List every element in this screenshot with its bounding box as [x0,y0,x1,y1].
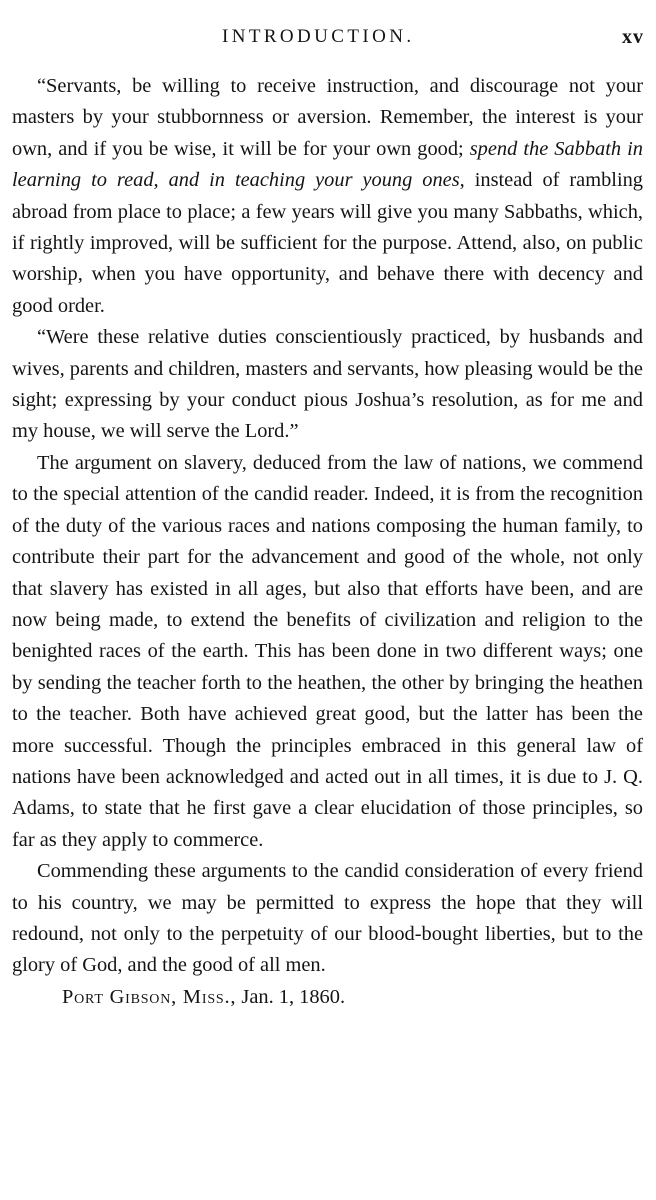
paragraph-commending: Commending these arguments to the candid consideration of every friend to his country, we may be permitted to express the hope that they will redound, not only to the perpetuity of our blood-bought liberties, but to the glory of God, and the good of all men. [12,860,643,977]
body-text [12,71,643,1013]
paragraph-servants-quote-text-1: “Servants, be willing to receive instruction, and discourage not your masters by your stubbornness or aversion. Remember, the interest is your own, and if you be wise, it will be for your own good; [12,75,643,160]
paragraph-servants-quote [12,71,643,322]
paragraph-relative-duties: “Were these relative duties conscientiously practiced, by husbands and wives, parents and children, masters and servants, how pleasing would be the sight; expressing by your conduct pious Joshua’s resolution, as for me and my house, we will serve the Lord.” [12,326,643,443]
running-title: INTRODUCTION. [222,26,415,47]
dateline-date: Jan. 1, 1860. [236,985,346,1008]
dateline [12,982,643,1013]
paragraph-servants-quote-text-2: instead of rambling abroad from place to place; a few years will give you many Sabbaths, which, if rightly improved, will be sufficient for the purpose. Attend, also, on public worship, when you have opportunity, and behave there with decency and good order. [12,169,644,317]
running-head [0,22,656,52]
paragraph-argument-on-slavery: The argument on slavery, deduced from the law of nations, we commend to the special attention of the candid reader. Indeed, it is from the recognition of the duty of the various races and nations composing the human family, to contribute their part for the advancement and good of the whole, not only that slavery has existed in all ages, but also that efforts have been, and are now being made, to extend the benefits of civilization and religion to the benighted races of the earth. This has been done in two different ways; one by sending the teacher forth to the heathen, the other by bringing the heathen to the teacher. Both have achieved great good, but the latter has been the more successful. Though the principles embraced in this general law of nations have been acknowledged and acted out in all times, it is due to J. Q. Adams, to state that he first gave a clear elucidation of those principles, so far as they apply to commerce. [12,451,643,851]
italic-sabbath-phrase: spend the Sabbath in learning to read, and in teaching your young ones, [12,137,643,192]
dateline-place: Port Gibson, Miss., [62,985,237,1008]
page-number: xv [622,26,644,48]
